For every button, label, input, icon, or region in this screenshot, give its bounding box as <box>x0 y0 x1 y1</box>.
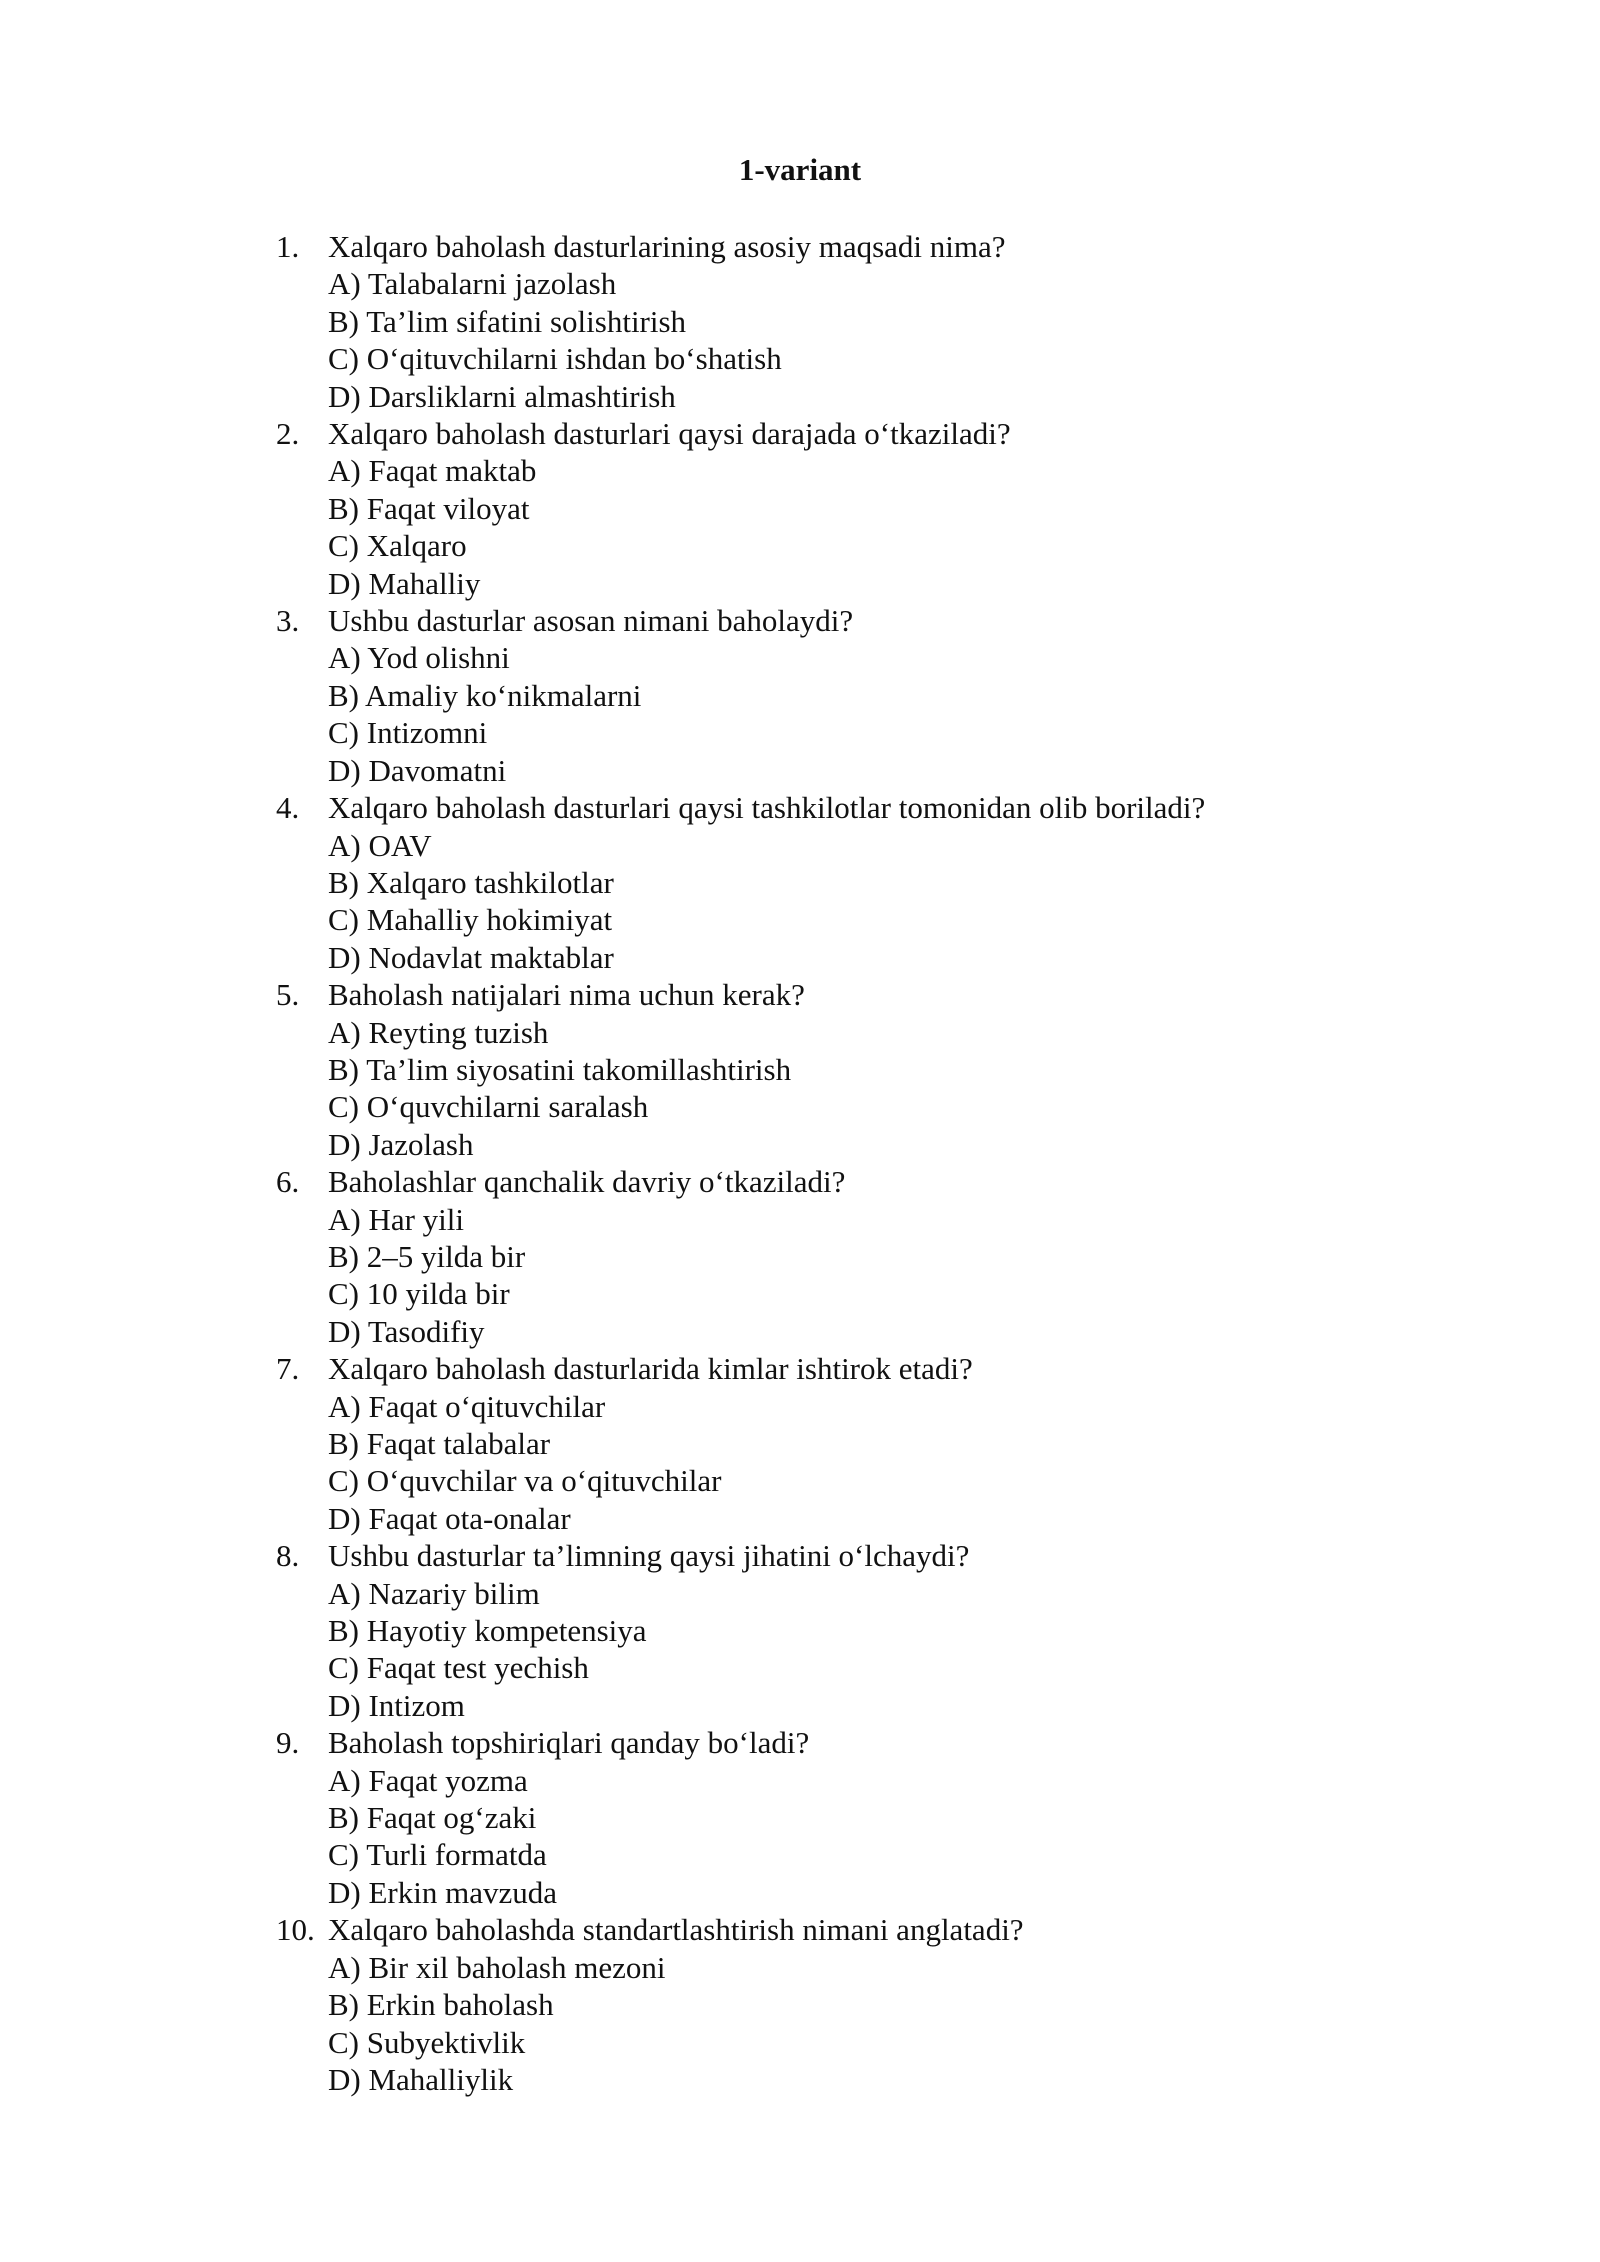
answer-option: B) Ta’lim sifatini solishtirish <box>328 303 687 339</box>
answer-option: A) Bir xil baholash mezoni <box>328 1949 666 1985</box>
answer-option: D) Intizom <box>328 1687 465 1723</box>
answer-option: C) O‘quvchilarni saralash <box>328 1089 649 1125</box>
question-list <box>276 228 1205 2098</box>
answer-option: B) Hayotiy kompetensiya <box>328 1613 647 1649</box>
question-text: Xalqaro baholash dasturlarida kimlar ishtirok etadi? <box>328 1351 973 1387</box>
answer-option: B) Amaliy ko‘nikmalarni <box>328 677 642 713</box>
answer-option: A) Har yili <box>328 1201 465 1237</box>
answer-option: A) OAV <box>328 827 432 863</box>
answer-option: D) Nodavlat maktablar <box>328 939 614 975</box>
question-number: 8. <box>276 1538 300 1574</box>
answer-option: D) Darsliklarni almashtirish <box>328 378 676 414</box>
answer-option: A) Faqat yozma <box>328 1762 528 1798</box>
question-line <box>276 1724 1205 1761</box>
answer-option: C) 10 yilda bir <box>328 1276 510 1312</box>
answer-option: C) Xalqaro <box>328 528 467 564</box>
answer-option: C) Subyektivlik <box>328 2024 526 2060</box>
question-line <box>276 415 1205 452</box>
question-item <box>276 1350 1205 1537</box>
answer-option: C) O‘quvchilar va o‘qituvchilar <box>328 1463 722 1499</box>
question-text: Xalqaro baholash dasturlarining asosiy maqsadi nima? <box>328 229 1006 264</box>
answer-option: C) Intizomni <box>328 715 488 751</box>
question-text: Ushbu dasturlar ta’limning qaysi jihatini o‘lchaydi? <box>328 1538 970 1574</box>
question-number: 10. <box>276 1912 315 1948</box>
question-number: 6. <box>276 1164 300 1200</box>
page-title: 1-variant <box>738 152 862 187</box>
answer-option: D) Mahalliylik <box>328 2061 514 2097</box>
answer-option: C) O‘qituvchilarni ishdan bo‘shatish <box>328 341 782 377</box>
question-text: Ushbu dasturlar asosan nimani baholaydi? <box>328 603 854 639</box>
answer-option: B) Faqat og‘zaki <box>328 1800 537 1836</box>
question-item <box>276 415 1205 602</box>
answer-option: C) Mahalliy hokimiyat <box>328 902 613 938</box>
question-line <box>276 1350 1205 1387</box>
question-item <box>276 1724 1205 1911</box>
answer-option: A) Yod olishni <box>328 640 510 676</box>
question-item <box>276 602 1205 789</box>
answer-option: D) Erkin mavzuda <box>328 1874 557 1910</box>
answer-option: C) Turli formatda <box>328 1837 547 1873</box>
question-line <box>276 1537 1205 1574</box>
question-number: 5. <box>276 977 300 1013</box>
answer-option: D) Faqat ota-onalar <box>328 1500 571 1536</box>
question-line <box>276 1163 1205 1200</box>
question-number: 7. <box>276 1351 300 1387</box>
answer-option: C) Faqat test yechish <box>328 1650 589 1686</box>
answer-option: B) Ta’lim siyosatini takomillashtirish <box>328 1051 792 1087</box>
answer-option: A) Faqat maktab <box>328 453 537 489</box>
question-text: Baholash natijalari nima uchun kerak? <box>328 977 805 1013</box>
question-number: 9. <box>276 1725 300 1761</box>
answer-option: D) Mahalliy <box>328 565 481 601</box>
question-number: 1. <box>276 229 300 264</box>
question-line <box>276 789 1205 826</box>
answer-option: B) Faqat viloyat <box>328 490 530 526</box>
answer-option: D) Davomatni <box>328 752 507 788</box>
question-item <box>276 228 1205 415</box>
answer-option: D) Tasodifiy <box>328 1313 485 1349</box>
question-line <box>276 602 1205 639</box>
answer-option: B) Xalqaro tashkilotlar <box>328 864 614 900</box>
question-item <box>276 1163 1205 1350</box>
question-text: Baholashlar qanchalik davriy o‘tkaziladi? <box>328 1164 846 1200</box>
question-line <box>276 976 1205 1013</box>
question-text: Xalqaro baholashda standartlashtirish nimani anglatadi? <box>328 1912 1024 1948</box>
answer-option: A) Faqat o‘qituvchilar <box>328 1388 606 1424</box>
question-item <box>276 1911 1205 2098</box>
question-item <box>276 789 1205 976</box>
question-line <box>276 228 1205 265</box>
question-item <box>276 1537 1205 1724</box>
question-number: 4. <box>276 790 300 826</box>
question-line <box>276 1911 1205 1948</box>
answer-option: A) Nazariy bilim <box>328 1575 540 1611</box>
answer-option: B) Erkin baholash <box>328 1987 554 2023</box>
answer-option: B) Faqat talabalar <box>328 1426 551 1461</box>
question-text: Xalqaro baholash dasturlari qaysi darajada o‘tkaziladi? <box>328 416 1011 452</box>
answer-option: D) Jazolash <box>328 1126 474 1162</box>
answer-option: A) Talabalarni jazolash <box>328 266 617 302</box>
answer-option: A) Reyting tuzish <box>328 1014 549 1050</box>
question-number: 3. <box>276 603 300 639</box>
answer-option: B) 2–5 yilda bir <box>328 1238 526 1274</box>
question-text: Xalqaro baholash dasturlari qaysi tashkilotlar tomonidan olib boriladi? <box>328 790 1206 826</box>
question-number: 2. <box>276 416 300 452</box>
question-text: Baholash topshiriqlari qanday bo‘ladi? <box>328 1725 810 1761</box>
question-item <box>276 976 1205 1163</box>
